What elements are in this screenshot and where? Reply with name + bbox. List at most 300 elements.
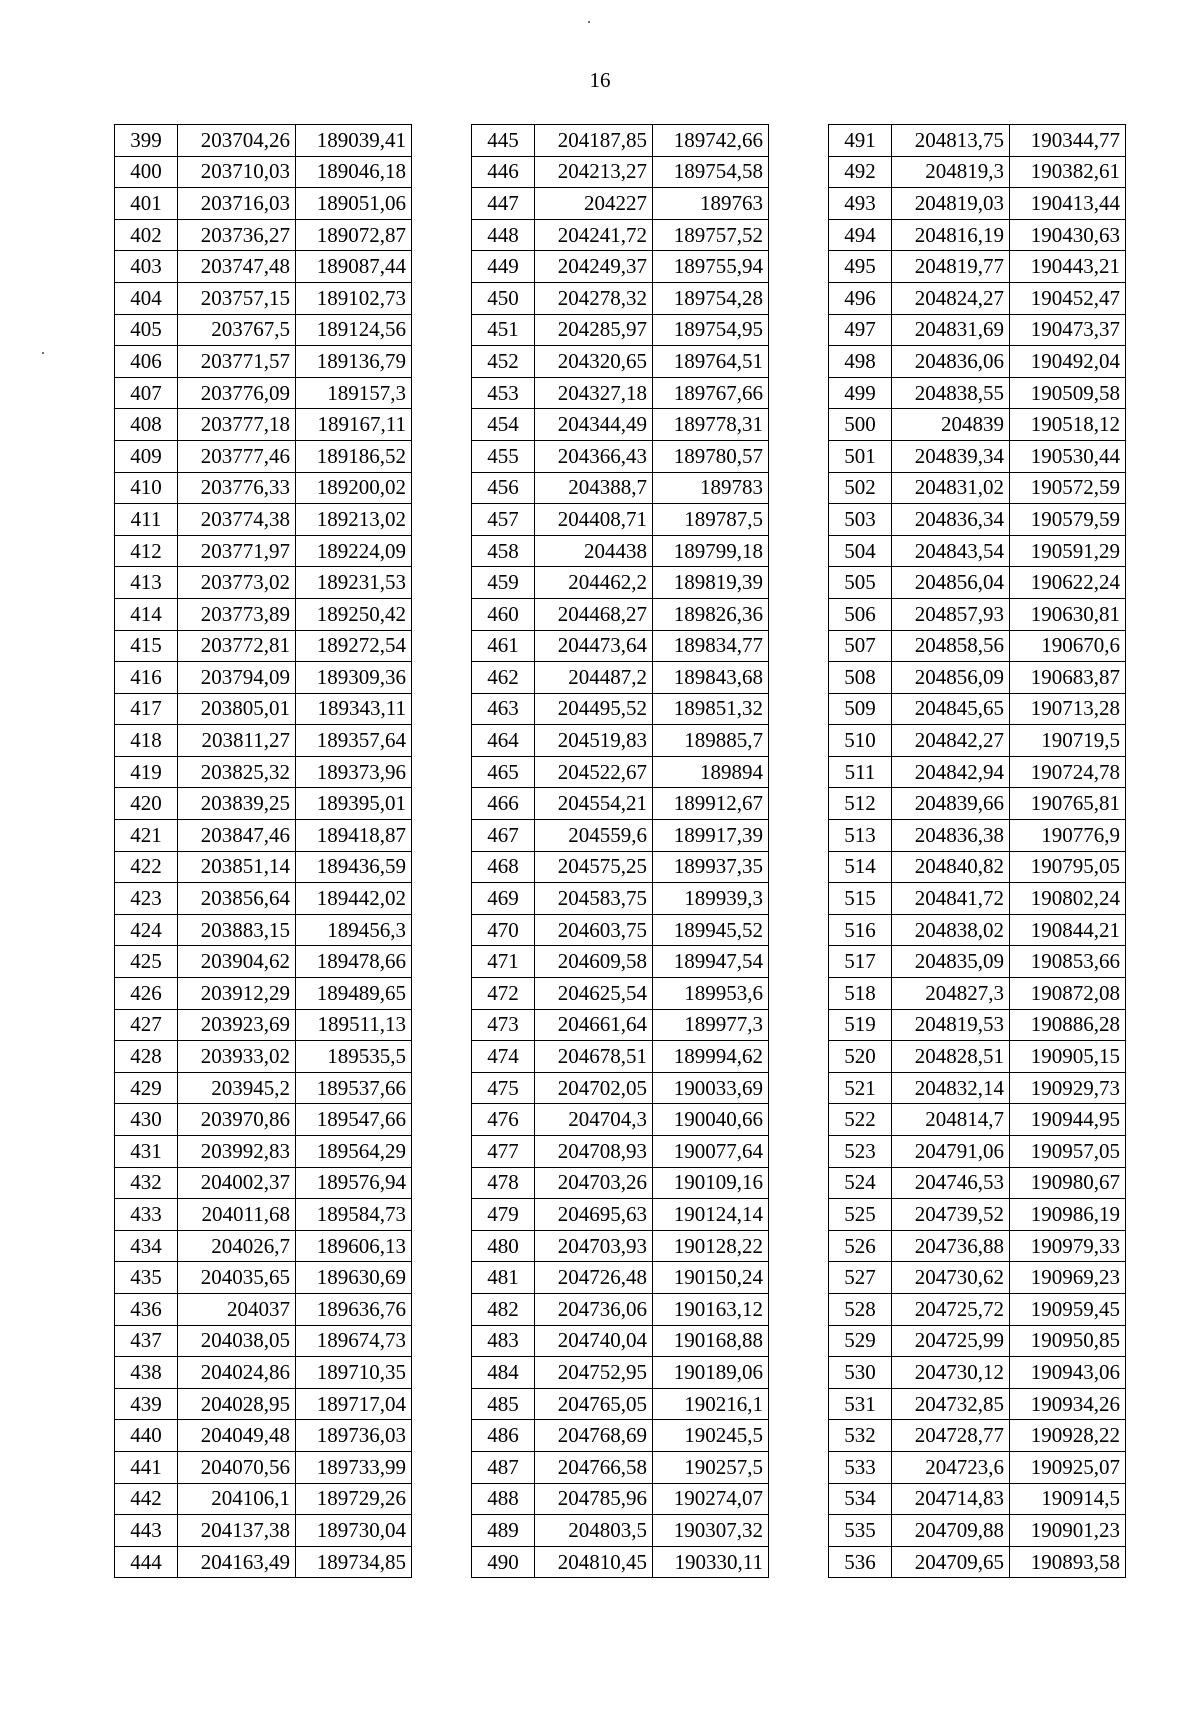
y-coordinate-cell: 190957,05 (1010, 1136, 1126, 1168)
point-number-cell: 462 (472, 662, 535, 694)
y-coordinate-cell: 190934,26 (1010, 1388, 1126, 1420)
x-coordinate-cell: 204011,68 (178, 1199, 296, 1231)
table-row (472, 946, 769, 978)
point-number-cell: 424 (115, 914, 178, 946)
y-coordinate-cell: 189755,94 (653, 251, 769, 283)
point-number-cell: 482 (472, 1293, 535, 1325)
x-coordinate-cell: 203923,69 (178, 1009, 296, 1041)
y-coordinate-cell: 189442,02 (296, 883, 412, 915)
point-number-cell: 425 (115, 946, 178, 978)
table-row (829, 883, 1126, 915)
table-row (115, 693, 412, 725)
y-coordinate-cell: 189087,44 (296, 251, 412, 283)
point-number-cell: 407 (115, 377, 178, 409)
y-coordinate-cell: 190928,22 (1010, 1420, 1126, 1452)
point-number-cell: 467 (472, 820, 535, 852)
table-row (472, 1325, 769, 1357)
table-row (829, 788, 1126, 820)
table-row (829, 377, 1126, 409)
table-row (829, 820, 1126, 852)
x-coordinate-cell: 204785,96 (535, 1483, 653, 1515)
table-row (472, 883, 769, 915)
x-coordinate-cell: 204327,18 (535, 377, 653, 409)
x-coordinate-cell: 204070,56 (178, 1451, 296, 1483)
table-row (829, 346, 1126, 378)
table-row (472, 1546, 769, 1578)
x-coordinate-cell: 204813,75 (892, 125, 1010, 157)
y-coordinate-cell: 190986,19 (1010, 1199, 1126, 1231)
y-coordinate-cell: 190382,61 (1010, 156, 1126, 188)
point-number-cell: 451 (472, 314, 535, 346)
x-coordinate-cell: 204024,86 (178, 1357, 296, 1389)
x-coordinate-cell: 204831,02 (892, 472, 1010, 504)
y-coordinate-cell: 190128,22 (653, 1230, 769, 1262)
y-coordinate-cell: 189937,35 (653, 851, 769, 883)
y-coordinate-cell: 189757,52 (653, 219, 769, 251)
y-coordinate-cell: 189894 (653, 756, 769, 788)
x-coordinate-cell: 203767,5 (178, 314, 296, 346)
x-coordinate-cell: 204709,88 (892, 1515, 1010, 1547)
table-row (829, 1136, 1126, 1168)
table-row (829, 1451, 1126, 1483)
table-row (829, 1230, 1126, 1262)
table-row (115, 377, 412, 409)
y-coordinate-cell: 190980,67 (1010, 1167, 1126, 1199)
table-row (115, 914, 412, 946)
point-number-cell: 428 (115, 1041, 178, 1073)
point-number-cell: 454 (472, 409, 535, 441)
scan-speck (42, 352, 44, 354)
y-coordinate-cell: 189729,26 (296, 1483, 412, 1515)
table-row (115, 1199, 412, 1231)
table-row (472, 914, 769, 946)
table-row (829, 282, 1126, 314)
x-coordinate-cell: 203771,57 (178, 346, 296, 378)
y-coordinate-cell: 189224,09 (296, 535, 412, 567)
y-coordinate-cell: 189939,3 (653, 883, 769, 915)
y-coordinate-cell: 189754,58 (653, 156, 769, 188)
table-row (472, 219, 769, 251)
x-coordinate-cell: 203747,48 (178, 251, 296, 283)
point-number-cell: 502 (829, 472, 892, 504)
x-coordinate-cell: 204438 (535, 535, 653, 567)
y-coordinate-cell: 190872,08 (1010, 978, 1126, 1010)
x-coordinate-cell: 203811,27 (178, 725, 296, 757)
x-coordinate-cell: 204856,09 (892, 662, 1010, 694)
x-coordinate-cell: 203933,02 (178, 1041, 296, 1073)
y-coordinate-cell: 190109,16 (653, 1167, 769, 1199)
x-coordinate-cell: 204702,05 (535, 1072, 653, 1104)
table-row (115, 662, 412, 694)
point-number-cell: 495 (829, 251, 892, 283)
point-number-cell: 441 (115, 1451, 178, 1483)
x-coordinate-cell: 203704,26 (178, 125, 296, 157)
table-row (472, 282, 769, 314)
table-row (472, 1041, 769, 1073)
y-coordinate-cell: 189136,79 (296, 346, 412, 378)
y-coordinate-cell: 189373,96 (296, 756, 412, 788)
x-coordinate-cell: 204819,53 (892, 1009, 1010, 1041)
table-row (829, 1041, 1126, 1073)
table-row (472, 1262, 769, 1294)
point-number-cell: 442 (115, 1483, 178, 1515)
point-number-cell: 487 (472, 1451, 535, 1483)
x-coordinate-cell: 203904,62 (178, 946, 296, 978)
x-coordinate-cell: 203794,09 (178, 662, 296, 694)
point-number-cell: 499 (829, 377, 892, 409)
x-coordinate-cell: 204836,34 (892, 504, 1010, 536)
x-coordinate-cell: 203777,46 (178, 440, 296, 472)
y-coordinate-cell: 189843,68 (653, 662, 769, 694)
y-coordinate-cell: 189947,54 (653, 946, 769, 978)
point-number-cell: 493 (829, 188, 892, 220)
y-coordinate-cell: 189763 (653, 188, 769, 220)
table-row (115, 251, 412, 283)
point-number-cell: 526 (829, 1230, 892, 1262)
x-coordinate-cell: 203912,29 (178, 978, 296, 1010)
x-coordinate-cell: 204752,95 (535, 1357, 653, 1389)
x-coordinate-cell: 204583,75 (535, 883, 653, 915)
table-row (829, 567, 1126, 599)
x-coordinate-cell: 204695,63 (535, 1199, 653, 1231)
y-coordinate-cell: 190591,29 (1010, 535, 1126, 567)
table-row (829, 1546, 1126, 1578)
point-number-cell: 479 (472, 1199, 535, 1231)
table-row (115, 1136, 412, 1168)
y-coordinate-cell: 189213,02 (296, 504, 412, 536)
x-coordinate-cell: 204840,82 (892, 851, 1010, 883)
y-coordinate-cell: 190853,66 (1010, 946, 1126, 978)
point-number-cell: 414 (115, 598, 178, 630)
page-number: 16 (589, 68, 611, 92)
table-row (472, 788, 769, 820)
table-row (829, 314, 1126, 346)
point-number-cell: 486 (472, 1420, 535, 1452)
table-row (115, 1420, 412, 1452)
y-coordinate-cell: 189742,66 (653, 125, 769, 157)
table-row (472, 251, 769, 283)
x-coordinate-cell: 204213,27 (535, 156, 653, 188)
y-coordinate-cell: 189885,7 (653, 725, 769, 757)
table-row (472, 1199, 769, 1231)
y-coordinate-cell: 189250,42 (296, 598, 412, 630)
x-coordinate-cell: 204819,03 (892, 188, 1010, 220)
y-coordinate-cell: 189511,13 (296, 1009, 412, 1041)
x-coordinate-cell: 204678,51 (535, 1041, 653, 1073)
x-coordinate-cell: 204285,97 (535, 314, 653, 346)
y-coordinate-cell: 190925,07 (1010, 1451, 1126, 1483)
table-row (472, 756, 769, 788)
x-coordinate-cell: 204858,56 (892, 630, 1010, 662)
point-number-cell: 399 (115, 125, 178, 157)
point-number-cell: 519 (829, 1009, 892, 1041)
table-row (115, 1104, 412, 1136)
table-row (472, 1483, 769, 1515)
y-coordinate-cell: 190344,77 (1010, 125, 1126, 157)
table-row (829, 1009, 1126, 1041)
table-row (115, 1546, 412, 1578)
x-coordinate-cell: 204037 (178, 1293, 296, 1325)
y-coordinate-cell: 189733,99 (296, 1451, 412, 1483)
x-coordinate-cell: 203851,14 (178, 851, 296, 883)
x-coordinate-cell: 204137,38 (178, 1515, 296, 1547)
y-coordinate-cell: 189917,39 (653, 820, 769, 852)
x-coordinate-cell: 204740,04 (535, 1325, 653, 1357)
table-row (829, 535, 1126, 567)
table-row (829, 1104, 1126, 1136)
x-coordinate-cell: 203805,01 (178, 693, 296, 725)
point-number-cell: 474 (472, 1041, 535, 1073)
y-coordinate-cell: 190040,66 (653, 1104, 769, 1136)
x-coordinate-cell: 204709,65 (892, 1546, 1010, 1578)
x-coordinate-cell: 204814,7 (892, 1104, 1010, 1136)
point-number-cell: 444 (115, 1546, 178, 1578)
x-coordinate-cell: 203970,86 (178, 1104, 296, 1136)
y-coordinate-cell: 189456,3 (296, 914, 412, 946)
table-row (472, 188, 769, 220)
x-coordinate-cell: 204838,02 (892, 914, 1010, 946)
x-coordinate-cell: 203839,25 (178, 788, 296, 820)
x-coordinate-cell: 204730,12 (892, 1357, 1010, 1389)
y-coordinate-cell: 190719,5 (1010, 725, 1126, 757)
point-number-cell: 461 (472, 630, 535, 662)
x-coordinate-cell: 203856,64 (178, 883, 296, 915)
point-number-cell: 490 (472, 1546, 535, 1578)
point-number-cell: 449 (472, 251, 535, 283)
y-coordinate-cell: 190776,9 (1010, 820, 1126, 852)
point-number-cell: 525 (829, 1199, 892, 1231)
table-row (829, 1293, 1126, 1325)
y-coordinate-cell: 190163,12 (653, 1293, 769, 1325)
x-coordinate-cell: 204002,37 (178, 1167, 296, 1199)
y-coordinate-cell: 189717,04 (296, 1388, 412, 1420)
x-coordinate-cell: 204838,55 (892, 377, 1010, 409)
y-coordinate-cell: 189912,67 (653, 788, 769, 820)
y-coordinate-cell: 189102,73 (296, 282, 412, 314)
point-number-cell: 507 (829, 630, 892, 662)
y-coordinate-cell: 190579,59 (1010, 504, 1126, 536)
table-row (115, 598, 412, 630)
table-row (115, 1515, 412, 1547)
table-row (115, 156, 412, 188)
point-number-cell: 501 (829, 440, 892, 472)
y-coordinate-cell: 190670,6 (1010, 630, 1126, 662)
y-coordinate-cell: 189200,02 (296, 472, 412, 504)
y-coordinate-cell: 190150,24 (653, 1262, 769, 1294)
y-coordinate-cell: 189357,64 (296, 725, 412, 757)
point-number-cell: 500 (829, 409, 892, 441)
y-coordinate-cell: 190914,5 (1010, 1483, 1126, 1515)
x-coordinate-cell: 204746,53 (892, 1167, 1010, 1199)
x-coordinate-cell: 204836,06 (892, 346, 1010, 378)
y-coordinate-cell: 190413,44 (1010, 188, 1126, 220)
table-row (115, 1451, 412, 1483)
table-row (829, 756, 1126, 788)
x-coordinate-cell: 204842,27 (892, 725, 1010, 757)
point-number-cell: 432 (115, 1167, 178, 1199)
table-row (115, 756, 412, 788)
point-number-cell: 452 (472, 346, 535, 378)
point-number-cell: 434 (115, 1230, 178, 1262)
y-coordinate-cell: 190950,85 (1010, 1325, 1126, 1357)
x-coordinate-cell: 204708,93 (535, 1136, 653, 1168)
x-coordinate-cell: 204728,77 (892, 1420, 1010, 1452)
point-number-cell: 465 (472, 756, 535, 788)
x-coordinate-cell: 204028,95 (178, 1388, 296, 1420)
table-row (829, 851, 1126, 883)
x-coordinate-cell: 204803,5 (535, 1515, 653, 1547)
table-row (472, 1293, 769, 1325)
x-coordinate-cell: 203773,02 (178, 567, 296, 599)
table-row (472, 377, 769, 409)
table-row (115, 188, 412, 220)
point-number-cell: 529 (829, 1325, 892, 1357)
y-coordinate-cell: 190216,1 (653, 1388, 769, 1420)
x-coordinate-cell: 204725,99 (892, 1325, 1010, 1357)
point-number-cell: 484 (472, 1357, 535, 1389)
table-row (829, 946, 1126, 978)
table-row (115, 820, 412, 852)
point-number-cell: 496 (829, 282, 892, 314)
table-row (115, 504, 412, 536)
y-coordinate-cell: 190765,81 (1010, 788, 1126, 820)
table-row (829, 693, 1126, 725)
table-row (115, 725, 412, 757)
x-coordinate-cell: 204832,14 (892, 1072, 1010, 1104)
table-row (829, 409, 1126, 441)
x-coordinate-cell: 204344,49 (535, 409, 653, 441)
y-coordinate-cell: 189564,29 (296, 1136, 412, 1168)
table-row (472, 1009, 769, 1041)
table-row (829, 1199, 1126, 1231)
y-coordinate-cell: 190929,73 (1010, 1072, 1126, 1104)
x-coordinate-cell: 204388,7 (535, 472, 653, 504)
table-row (829, 1325, 1126, 1357)
point-number-cell: 405 (115, 314, 178, 346)
coordinates-table-2 (471, 124, 769, 1578)
y-coordinate-cell: 189606,13 (296, 1230, 412, 1262)
point-number-cell: 492 (829, 156, 892, 188)
x-coordinate-cell: 204366,43 (535, 440, 653, 472)
table-row (115, 314, 412, 346)
x-coordinate-cell: 204462,2 (535, 567, 653, 599)
point-number-cell: 430 (115, 1104, 178, 1136)
coordinates-table-1 (114, 124, 412, 1578)
point-number-cell: 536 (829, 1546, 892, 1578)
point-number-cell: 509 (829, 693, 892, 725)
table-row (829, 472, 1126, 504)
y-coordinate-cell: 189994,62 (653, 1041, 769, 1073)
table-row (829, 725, 1126, 757)
x-coordinate-cell: 204603,75 (535, 914, 653, 946)
point-number-cell: 410 (115, 472, 178, 504)
x-coordinate-cell: 203736,27 (178, 219, 296, 251)
x-coordinate-cell: 204163,49 (178, 1546, 296, 1578)
point-number-cell: 527 (829, 1262, 892, 1294)
y-coordinate-cell: 190630,81 (1010, 598, 1126, 630)
y-coordinate-cell: 190274,07 (653, 1483, 769, 1515)
table-row (115, 788, 412, 820)
point-number-cell: 403 (115, 251, 178, 283)
point-number-cell: 408 (115, 409, 178, 441)
y-coordinate-cell: 190959,45 (1010, 1293, 1126, 1325)
y-coordinate-cell: 190430,63 (1010, 219, 1126, 251)
x-coordinate-cell: 204661,64 (535, 1009, 653, 1041)
x-coordinate-cell: 204736,06 (535, 1293, 653, 1325)
point-number-cell: 417 (115, 693, 178, 725)
y-coordinate-cell: 190943,06 (1010, 1357, 1126, 1389)
point-number-cell: 476 (472, 1104, 535, 1136)
x-coordinate-cell: 204241,72 (535, 219, 653, 251)
point-number-cell: 400 (115, 156, 178, 188)
x-coordinate-cell: 204625,54 (535, 978, 653, 1010)
y-coordinate-cell: 190189,06 (653, 1357, 769, 1389)
point-number-cell: 412 (115, 535, 178, 567)
x-coordinate-cell: 204836,38 (892, 820, 1010, 852)
table-row (115, 1167, 412, 1199)
table-row (115, 1230, 412, 1262)
table-row (115, 1262, 412, 1294)
point-number-cell: 489 (472, 1515, 535, 1547)
point-number-cell: 418 (115, 725, 178, 757)
table-row (115, 282, 412, 314)
y-coordinate-cell: 189630,69 (296, 1262, 412, 1294)
point-number-cell: 416 (115, 662, 178, 694)
y-coordinate-cell: 189799,18 (653, 535, 769, 567)
x-coordinate-cell: 204827,3 (892, 978, 1010, 1010)
x-coordinate-cell: 204703,93 (535, 1230, 653, 1262)
x-coordinate-cell: 203777,18 (178, 409, 296, 441)
y-coordinate-cell: 190572,59 (1010, 472, 1126, 504)
point-number-cell: 521 (829, 1072, 892, 1104)
point-number-cell: 409 (115, 440, 178, 472)
table-row (829, 598, 1126, 630)
point-number-cell: 446 (472, 156, 535, 188)
table-row (829, 251, 1126, 283)
point-number-cell: 517 (829, 946, 892, 978)
point-number-cell: 455 (472, 440, 535, 472)
point-number-cell: 513 (829, 820, 892, 852)
table-row (829, 1167, 1126, 1199)
x-coordinate-cell: 203776,09 (178, 377, 296, 409)
table-row (829, 1515, 1126, 1547)
y-coordinate-cell: 189272,54 (296, 630, 412, 662)
point-number-cell: 437 (115, 1325, 178, 1357)
point-number-cell: 477 (472, 1136, 535, 1168)
point-number-cell: 439 (115, 1388, 178, 1420)
table-row (472, 851, 769, 883)
x-coordinate-cell: 203757,15 (178, 282, 296, 314)
y-coordinate-cell: 189436,59 (296, 851, 412, 883)
y-coordinate-cell: 189537,66 (296, 1072, 412, 1104)
x-coordinate-cell: 203847,46 (178, 820, 296, 852)
table-row (829, 1262, 1126, 1294)
y-coordinate-cell: 189787,5 (653, 504, 769, 536)
y-coordinate-cell: 189945,52 (653, 914, 769, 946)
y-coordinate-cell: 190168,88 (653, 1325, 769, 1357)
table-row (472, 567, 769, 599)
point-number-cell: 497 (829, 314, 892, 346)
point-number-cell: 480 (472, 1230, 535, 1262)
x-coordinate-cell: 204723,6 (892, 1451, 1010, 1483)
y-coordinate-cell: 189039,41 (296, 125, 412, 157)
point-number-cell: 506 (829, 598, 892, 630)
table-row (472, 125, 769, 157)
y-coordinate-cell: 190724,78 (1010, 756, 1126, 788)
table-row (115, 1357, 412, 1389)
x-coordinate-cell: 204839,66 (892, 788, 1010, 820)
y-coordinate-cell: 189535,5 (296, 1041, 412, 1073)
